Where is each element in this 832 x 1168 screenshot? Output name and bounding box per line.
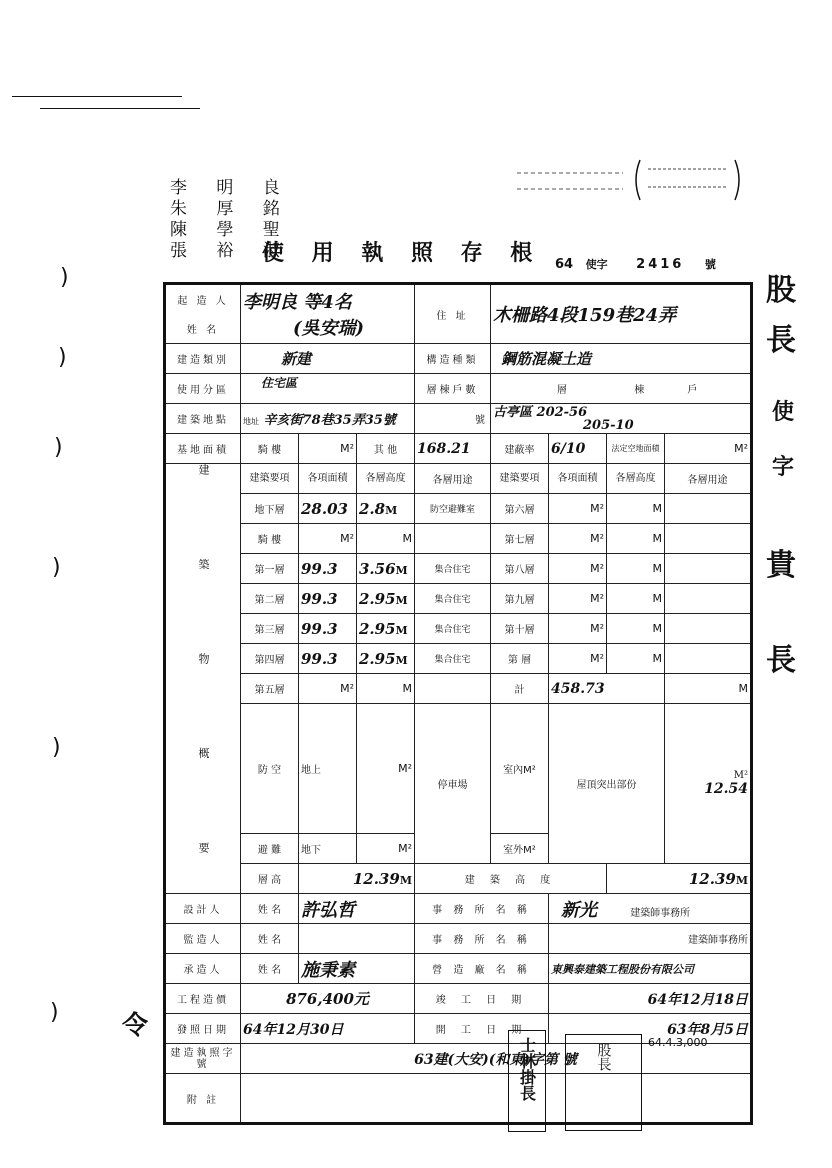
- lot-label: 號: [415, 404, 491, 434]
- notes-label: 附 註: [165, 1074, 241, 1124]
- unit-m2: M²: [299, 524, 357, 554]
- clerk-name: 張 裕 淑: [170, 241, 292, 261]
- unit-m: M: [735, 873, 749, 887]
- floor-name-right: 第十層: [491, 614, 549, 644]
- lot-value: [491, 404, 752, 434]
- floor-area-value: 99.3: [301, 619, 338, 638]
- floor-name: 第二層: [241, 584, 299, 614]
- area-label: 基地面積: [165, 434, 241, 464]
- floors-label: 層棟戶數: [415, 374, 491, 404]
- floor-name-right: 第七層: [491, 524, 549, 554]
- floor-name-right: 第八層: [491, 554, 549, 584]
- table-row: [165, 584, 752, 614]
- parking-label: 停車場: [415, 704, 491, 864]
- col-area-2: 各項面積: [549, 464, 607, 494]
- margin-paren: ): [50, 1000, 59, 1025]
- structure-value: 鋼筋混凝土造: [491, 344, 752, 374]
- table-row: [165, 524, 752, 554]
- unit-m: M: [399, 873, 412, 887]
- supervisor-value: [299, 924, 415, 954]
- owner-alias: (吳安瑞): [293, 318, 365, 339]
- floor-use: [415, 524, 491, 554]
- clerk-name: 李 明 良: [170, 178, 292, 198]
- margin-paren: ): [52, 555, 61, 580]
- col-building-item-2: 建築要項: [491, 464, 549, 494]
- number-prefix: 64: [555, 257, 574, 272]
- permit-value: 63建(大安)(和東)字第 號: [241, 1044, 752, 1074]
- header-stamp-lines: [515, 165, 625, 195]
- floor-name: 第五層: [241, 674, 299, 704]
- supervisor-office-suffix: 建築師事務所: [549, 924, 752, 954]
- permit-form: [163, 282, 753, 1125]
- unit-m: M: [607, 584, 665, 614]
- notes-value: [241, 1074, 752, 1124]
- designer-office-suffix: 建築師事務所: [630, 907, 691, 919]
- floor-height: [357, 554, 415, 584]
- unit-m: M: [357, 674, 415, 704]
- unit-m2: M²: [357, 834, 415, 864]
- unit-m: M: [357, 524, 415, 554]
- col-building-item: 建築要項: [241, 464, 299, 494]
- floor-use-right: [665, 554, 752, 584]
- floor-height: [357, 614, 415, 644]
- open-space-label: 法定空地面積: [607, 434, 665, 464]
- floors-value: [491, 374, 752, 404]
- table-row: [165, 554, 752, 584]
- firm-value: 東興泰建築工程股份有限公司: [549, 954, 752, 984]
- site-label: 建築地點: [165, 404, 241, 434]
- floor-use: 集合住宅: [415, 554, 491, 584]
- footer-stamp-box-2: [565, 1034, 642, 1131]
- start-value: 63年8月5日: [549, 1014, 752, 1044]
- floor-name: 第三層: [241, 614, 299, 644]
- start-label: 開 工 日 期: [415, 1014, 549, 1044]
- permit-label: 建造執照字號: [165, 1044, 241, 1074]
- area-arcade-label: 騎 樓: [241, 434, 299, 464]
- floor-name: 第一層: [241, 554, 299, 584]
- unit-building: 棟: [634, 385, 645, 396]
- address-value: 木柵路4段159巷24弄: [491, 284, 752, 344]
- unit-m2: M²: [523, 845, 536, 856]
- floor-area: [299, 584, 357, 614]
- col-area: 各項面積: [299, 464, 357, 494]
- floor-area: [299, 644, 357, 674]
- shelter-below: 地下: [299, 834, 357, 864]
- unit-m: M: [607, 644, 665, 674]
- margin-glyph-left: 令: [122, 1011, 149, 1041]
- top-rule-2: [40, 108, 200, 109]
- floor-height: [357, 494, 415, 524]
- clerk-name: 朱 厚 銘: [170, 199, 292, 219]
- coverage-value: 6/10: [549, 434, 607, 464]
- unit-m: M: [395, 623, 408, 637]
- completion-value: 64年12月18日: [549, 984, 752, 1014]
- document-number: [555, 256, 716, 272]
- structure-label: 構造種類: [415, 344, 491, 374]
- unit-m2: M²: [299, 674, 357, 704]
- roof-value: [665, 704, 752, 864]
- page-title: 使 用 執 照 存 根: [262, 241, 543, 266]
- margin-paren: ): [54, 435, 63, 460]
- unit-m: M: [395, 653, 408, 667]
- unit-m2: M²: [549, 584, 607, 614]
- col-height: 各層高度: [357, 464, 415, 494]
- designer-office: [549, 894, 752, 924]
- shelter-label-a: 防 空: [241, 704, 299, 834]
- site-sub-label: 地址: [243, 417, 259, 426]
- floor-use: [415, 674, 491, 704]
- margin-glyph: 長: [766, 323, 796, 358]
- designer-office-value: 新光: [561, 899, 597, 921]
- floor-use-right: [665, 494, 752, 524]
- storey-height-number: 12.39: [352, 869, 400, 888]
- number-mid: 使字: [585, 258, 608, 271]
- completion-label: 竣 工 日 期: [415, 984, 549, 1014]
- margin-paren: ): [52, 735, 61, 760]
- unit-m2: M²: [549, 494, 607, 524]
- footer-stamp-2-text: 股長: [595, 1043, 612, 1071]
- firm-label: 營 造 廠 名 稱: [415, 954, 549, 984]
- floor-use-right: [665, 584, 752, 614]
- footer-stamp-1-text: 士林掛長: [517, 1037, 537, 1101]
- supervisor-name-label: 姓 名: [241, 924, 299, 954]
- roof-value-text: 12.54: [704, 781, 749, 797]
- unit-m: M: [395, 593, 408, 607]
- floor-height: [357, 584, 415, 614]
- overview-label-text: 建 築 物 概 要: [197, 464, 210, 893]
- site-value: [241, 404, 415, 434]
- floor-height-value: 2.95: [359, 619, 396, 638]
- unit-m: M: [607, 494, 665, 524]
- table-row: [165, 614, 752, 644]
- floor-use: 防空避難室: [415, 494, 491, 524]
- shelter-label-b: 避 難: [241, 834, 299, 864]
- margin-glyph: 股: [766, 273, 796, 308]
- col-height-2: 各層高度: [607, 464, 665, 494]
- margin-paren: ): [60, 265, 69, 290]
- floor-name: 騎 樓: [241, 524, 299, 554]
- margin-paren: ): [58, 345, 67, 370]
- unit-m2: M²: [733, 770, 749, 781]
- designer-label: 設計人: [165, 894, 241, 924]
- coverage-label: 建蔽率: [491, 434, 549, 464]
- floor-name: 地下層: [241, 494, 299, 524]
- floor-name-right: 第 層: [491, 644, 549, 674]
- unit-m2: M²: [549, 524, 607, 554]
- office-stamp: [630, 155, 745, 205]
- storey-height-label: 層 高: [241, 864, 299, 894]
- building-height-label: 建 築 高 度: [415, 864, 607, 894]
- clerk-name: 陳 學 聖: [170, 220, 292, 240]
- floor-area: [299, 494, 357, 524]
- clerk-names: [170, 178, 292, 241]
- overview-label: [165, 464, 241, 894]
- area-other-value: 168.21: [415, 434, 491, 464]
- floor-height-value: 2.95: [359, 589, 396, 608]
- floor-area-value: 99.3: [301, 649, 338, 668]
- area-arcade-unit: M²: [299, 434, 357, 464]
- number-value: 2416: [636, 257, 685, 272]
- table-row: [165, 494, 752, 524]
- use-zone-label: 使用分區: [165, 374, 241, 404]
- unit-m2: M²: [357, 704, 415, 834]
- lot-value-1: 古亭區 202-56: [493, 404, 588, 420]
- supervisor-label: 監造人: [165, 924, 241, 954]
- zoning-value: 新建: [241, 344, 415, 374]
- print-code: 64.4.3,000: [648, 1036, 708, 1049]
- unit-household: 戶: [687, 385, 698, 396]
- unit-m: M: [607, 554, 665, 584]
- unit-m2: M²: [549, 644, 607, 674]
- floor-area-value: 28.03: [301, 499, 348, 518]
- unit-m2: M²: [549, 614, 607, 644]
- parking-in-label: 室內: [503, 765, 524, 776]
- floor-height: [357, 644, 415, 674]
- lot-value-2: 205-10: [583, 417, 634, 433]
- cost-value: 876,400元: [241, 984, 415, 1014]
- shelter-above: 地上: [299, 704, 357, 834]
- floor-use: 集合住宅: [415, 644, 491, 674]
- owner-label-b: 姓 名: [186, 325, 220, 336]
- designer-office-label: 事 務 所 名 稱: [415, 894, 549, 924]
- floor-use-right: [665, 644, 752, 674]
- contractor-name-label: 姓 名: [241, 954, 299, 984]
- floor-height-value: 3.56: [359, 559, 396, 578]
- col-use-2: 各層用途: [665, 464, 752, 494]
- storey-height-value: [299, 864, 415, 894]
- parking-out: [491, 834, 549, 864]
- unit-layer: 層: [557, 385, 567, 396]
- open-space-unit: M²: [665, 434, 752, 464]
- building-height-value: [607, 864, 752, 894]
- margin-glyph: 長: [766, 643, 796, 678]
- table-row: [165, 674, 752, 704]
- parking-out-label: 室外: [503, 845, 524, 856]
- use-zone-value: 住宅區: [241, 374, 415, 404]
- unit-m: M: [607, 524, 665, 554]
- floor-height-value: 2.95: [359, 649, 396, 668]
- floor-name: 第四層: [241, 644, 299, 674]
- top-rule: [12, 96, 182, 97]
- number-suffix: 號: [704, 258, 716, 271]
- designer-value: 許弘哲: [299, 894, 415, 924]
- contractor-label: 承造人: [165, 954, 241, 984]
- floor-use-right: [665, 524, 752, 554]
- owner-value: [241, 284, 415, 344]
- address-label: 住 址: [415, 284, 491, 344]
- area-other-label: 其 他: [357, 434, 415, 464]
- unit-m: M: [395, 563, 408, 577]
- floor-use: 集合住宅: [415, 584, 491, 614]
- margin-glyph: 使: [772, 399, 795, 425]
- building-height-number: 12.39: [688, 869, 736, 888]
- margin-glyph: 字: [772, 454, 795, 480]
- unit-m2: M²: [549, 554, 607, 584]
- parking-in: [491, 704, 549, 834]
- supervisor-office-label: 事 務 所 名 稱: [415, 924, 549, 954]
- issue-label: 發照日期: [165, 1014, 241, 1044]
- floor-use-right: [665, 614, 752, 644]
- designer-name-label: 姓 名: [241, 894, 299, 924]
- margin-glyph: 貴: [766, 548, 796, 583]
- footer-stamp-box-1: [508, 1030, 546, 1132]
- col-use: 各層用途: [415, 464, 491, 494]
- zoning-label: 建造類別: [165, 344, 241, 374]
- floor-area-value: 99.3: [301, 559, 338, 578]
- floor-height-value: 2.8: [359, 499, 386, 518]
- owner-label-a: 起 造 人: [177, 296, 229, 307]
- table-row: [165, 644, 752, 674]
- floor-area: [299, 554, 357, 584]
- floor-name-right: 第九層: [491, 584, 549, 614]
- issue-value: 64年12月30日: [241, 1014, 415, 1044]
- owner-label: [165, 284, 241, 344]
- floor-use: 集合住宅: [415, 614, 491, 644]
- unit-m: M: [665, 674, 752, 704]
- cost-label: 工程造價: [165, 984, 241, 1014]
- floor-area-value: 99.3: [301, 589, 338, 608]
- unit-m2: M²: [523, 765, 536, 776]
- unit-m: M: [385, 503, 398, 517]
- floor-area: [299, 614, 357, 644]
- site-address: 辛亥街78巷35弄35號: [263, 413, 396, 428]
- total-value: 458.73: [549, 674, 665, 704]
- roof-label: 屋頂突出部份: [549, 704, 665, 864]
- floor-name-right: 第六層: [491, 494, 549, 524]
- owner-name: 李明良 等4名: [243, 292, 352, 313]
- unit-m: M: [607, 614, 665, 644]
- contractor-value: 施秉素: [299, 954, 415, 984]
- total-label: 計: [491, 674, 549, 704]
